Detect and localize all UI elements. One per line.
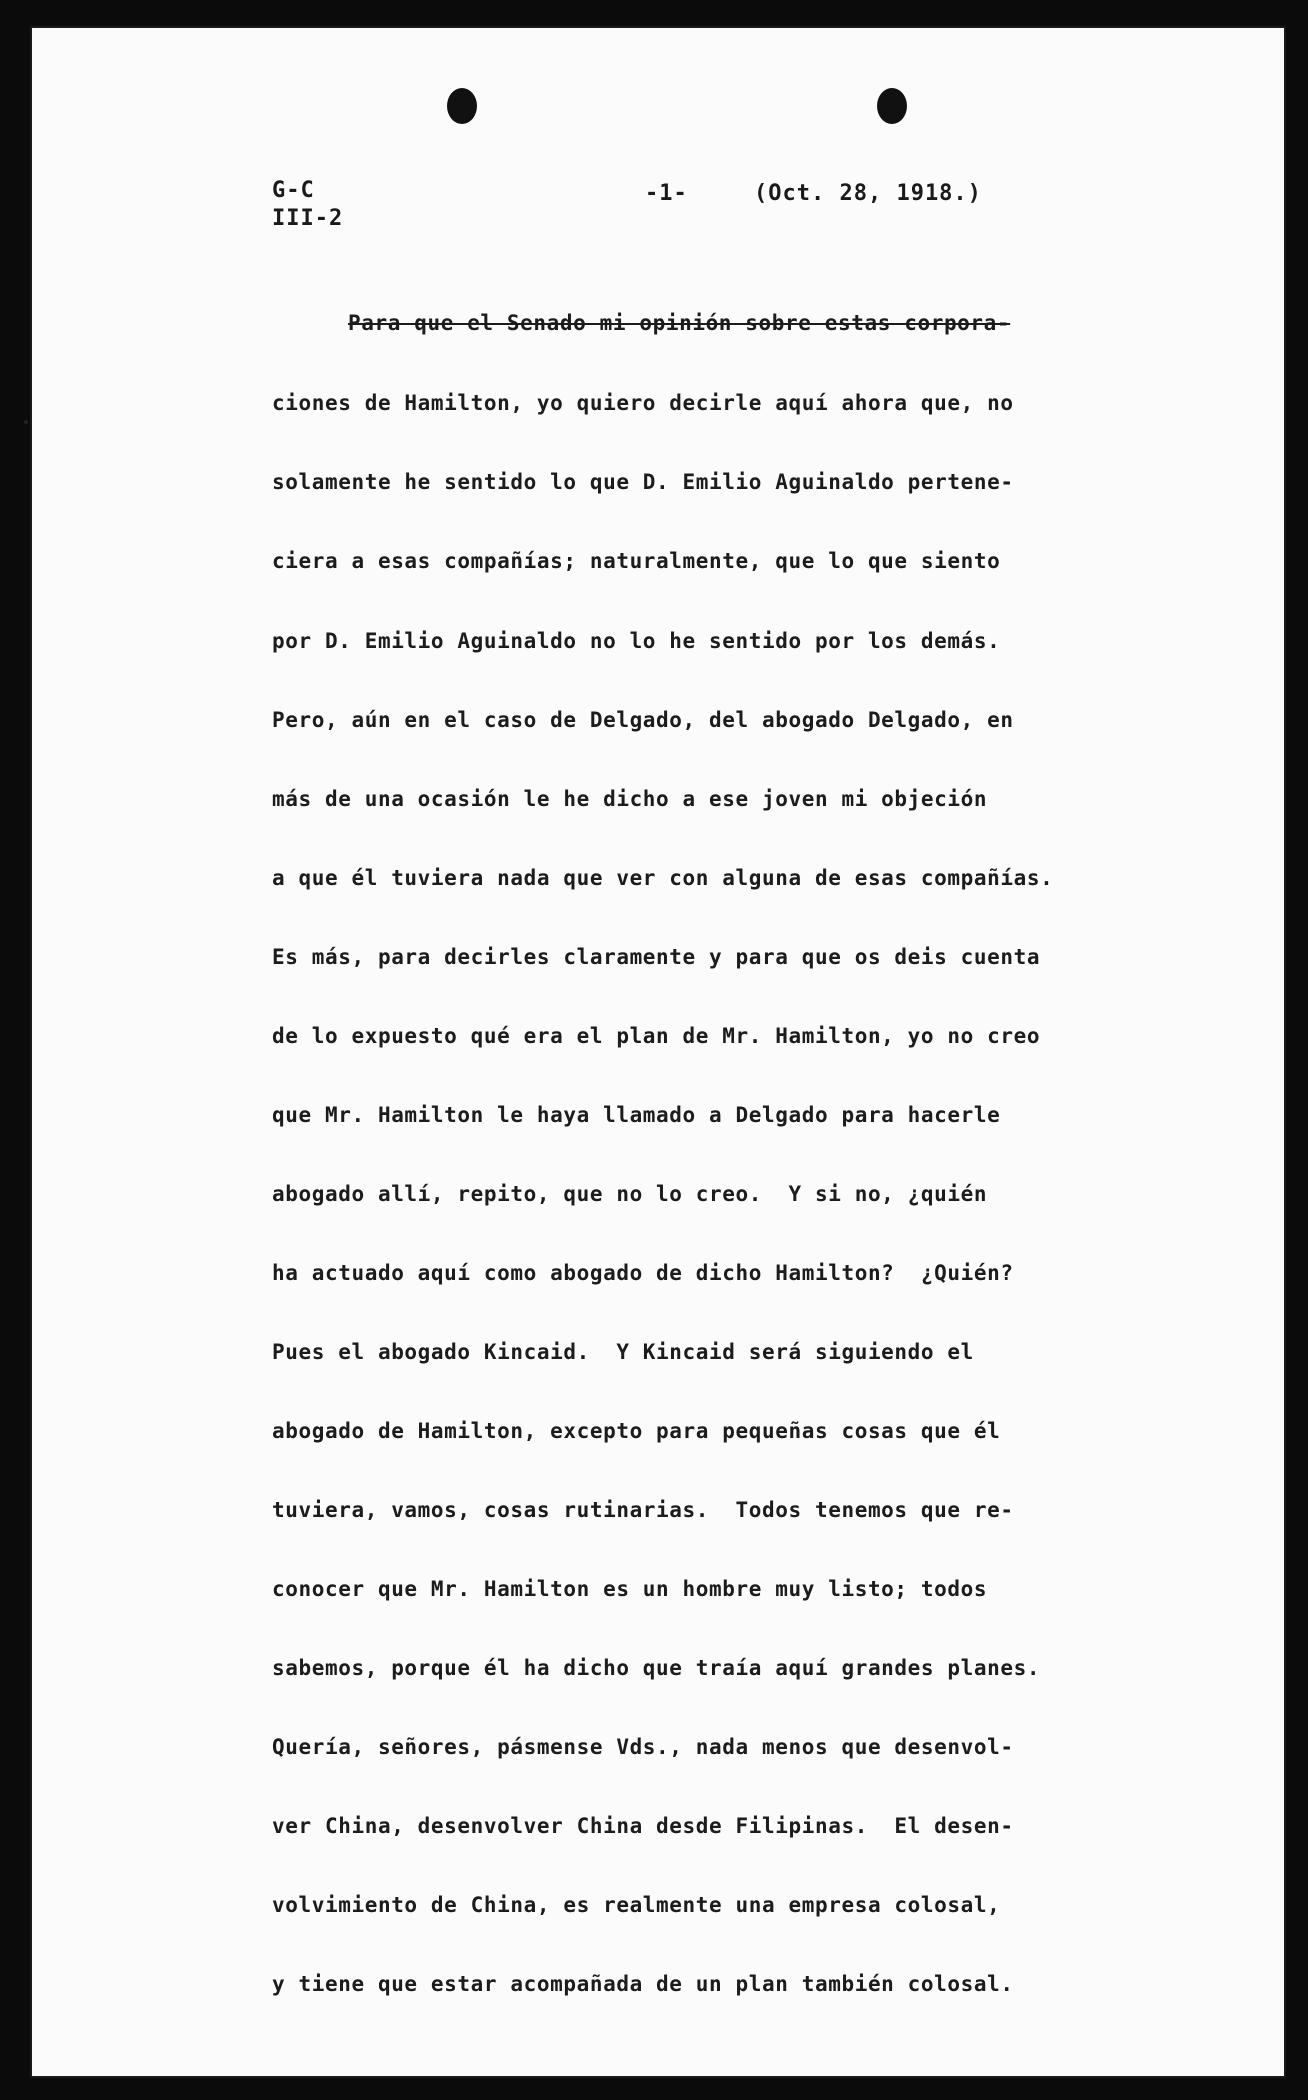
text-line: ver China, desenvolver China desde Filipinas. El desen- bbox=[272, 1814, 1014, 1838]
text-line: abogado allí, repito, que no lo creo. Y si no, ¿quién bbox=[272, 1182, 988, 1206]
page-number: -1- bbox=[645, 181, 688, 206]
text-line: y tiene que estar acompañada de un plan también colosal. bbox=[272, 1972, 1014, 1996]
text-line: sabemos, porque él ha dicho que traía aquí grandes planes. bbox=[272, 1656, 1041, 1680]
document-date: (Oct. 28, 1918.) bbox=[754, 181, 982, 206]
text-line: conocer que Mr. Hamilton es un hombre muy listo; todos bbox=[272, 1577, 988, 1601]
text-line: abogado de Hamilton, excepto para pequeñas cosas que él bbox=[272, 1419, 1001, 1443]
text-line: Pero, aún en el caso de Delgado, del abogado Delgado, en bbox=[272, 708, 1014, 732]
text-line: que Mr. Hamilton le haya llamado a Delgado para hacerle bbox=[272, 1103, 1001, 1127]
scan-speck bbox=[24, 420, 28, 424]
punch-hole bbox=[447, 88, 477, 124]
document-page bbox=[30, 26, 1286, 2078]
text-line bbox=[348, 311, 1010, 335]
text-line: tuviera, vamos, cosas rutinarias. Todos tenemos que re- bbox=[272, 1498, 1014, 1522]
document-section-code: III-2 bbox=[272, 206, 344, 231]
struck-text: Para que el Senado mi opinión sobre estas corpora- bbox=[348, 311, 1011, 335]
document-code: G-C bbox=[272, 178, 315, 203]
punch-hole bbox=[877, 88, 907, 124]
text-line: ciera a esas compañías; naturalmente, que lo que siento bbox=[272, 549, 1001, 573]
text-line: solamente he sentido lo que D. Emilio Aguinaldo pertene- bbox=[272, 470, 1014, 494]
text-line: ciones de Hamilton, yo quiero decirle aquí ahora que, no bbox=[272, 391, 1014, 415]
text-line: Es más, para decirles claramente y para que os deis cuenta bbox=[272, 945, 1041, 969]
text-line: Quería, señores, pásmense Vds., nada menos que desenvol- bbox=[272, 1735, 1014, 1759]
text-line: más de una ocasión le he dicho a ese joven mi objeción bbox=[272, 787, 988, 811]
text-line: por D. Emilio Aguinaldo no lo he sentido por los demás. bbox=[272, 629, 1001, 653]
text-line: de lo expuesto qué era el plan de Mr. Hamilton, yo no creo bbox=[272, 1024, 1041, 1048]
text-line: ha actuado aquí como abogado de dicho Hamilton? ¿Quién? bbox=[272, 1261, 1014, 1285]
text-line: volvimiento de China, es realmente una empresa colosal, bbox=[272, 1893, 1001, 1917]
text-line: a que él tuviera nada que ver con alguna de esas compañías. bbox=[272, 866, 1054, 890]
text-line: Pues el abogado Kincaid. Y Kincaid será siguiendo el bbox=[272, 1340, 974, 1364]
